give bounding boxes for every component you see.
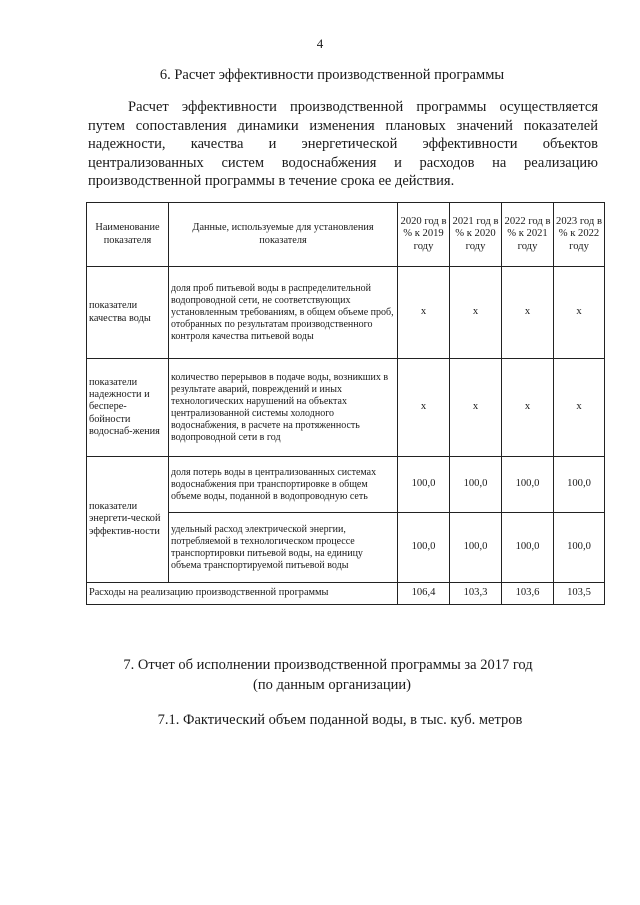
row-description: количество перерывов в подаче воды, возникших в результате аварий, повреждений и иных технологических нарушений на объектах централизованной системы холодного водоснабжения, в расчете на протяженность водопроводной сети в год — [169, 359, 398, 457]
section-7-1-title: 7.1. Фактический объем поданной воды, в тыс. куб. метров — [157, 712, 523, 728]
cell-value: 103,6 — [502, 583, 554, 605]
row-description: доля потерь воды в централизованных системах водоснабжения при транспортировке в общем объеме воды, поданной в водопроводную сеть — [169, 457, 398, 513]
header-year-2022: 2022 год в % к 2021 году — [502, 203, 554, 267]
section-6-title: 6. Расчет эффективности производственной программы — [159, 67, 505, 83]
row-description: доля проб питьевой воды в распределительной водопроводной сети, не соответствующих установленным требованиям, в общем объеме проб, отобранных по результатам производственного контроля качества питьевой воды — [169, 267, 398, 359]
table-row-reliability — [87, 359, 605, 457]
cell-value: 103,3 — [450, 583, 502, 605]
section-7-subtitle: (по данным организации) — [252, 677, 411, 693]
section-7-title: 7. Отчет об исполнении производственной программы за 2017 год — [123, 657, 533, 673]
header-data-used: Данные, используемые для установления показателя — [169, 203, 398, 267]
cell-value: x — [554, 267, 605, 359]
header-year-2021: 2021 год в % к 2020 году — [450, 203, 502, 267]
total-expenses-label: Расходы на реализацию производственной программы — [87, 583, 398, 605]
cell-value: 100,0 — [398, 457, 450, 513]
table-header-row — [87, 203, 605, 267]
header-year-2023: 2023 год в % к 2022 году — [554, 203, 605, 267]
indicator-reliability: показатели надежности и беспере-бойности водоснаб-жения — [87, 359, 169, 457]
header-indicator-name: Наименование показателя — [87, 203, 169, 267]
table-row-water-quality — [87, 267, 605, 359]
cell-value: 106,4 — [398, 583, 450, 605]
cell-value: x — [398, 359, 450, 457]
cell-value: x — [450, 359, 502, 457]
table-row-total-expenses — [87, 583, 605, 605]
section-6-intro-paragraph: Расчет эффективности производственной программы осуществляется путем сопоставления динамики изменения плановых значений показателей надежности, качества и энергетической эффективности объектов централизованных систем водоснабжения и расходов на реализацию производственной программы в течение срока ее действия. — [88, 99, 598, 189]
cell-value: 100,0 — [450, 457, 502, 513]
indicator-water-quality: показатели качества воды — [87, 267, 169, 359]
cell-value: 100,0 — [502, 457, 554, 513]
header-year-2020: 2020 год в % к 2019 году — [398, 203, 450, 267]
row-description: удельный расход электрической энергии, потребляемой в технологическом процессе транспортировки питьевой воды, на единицу объема транспортируемой питьевой воды — [169, 513, 398, 583]
cell-value: x — [502, 267, 554, 359]
cell-value: x — [450, 267, 502, 359]
table-row-energy-losses — [87, 457, 605, 513]
cell-value: 103,5 — [554, 583, 605, 605]
cell-value: 100,0 — [554, 457, 605, 513]
cell-value: 100,0 — [502, 513, 554, 583]
cell-value: x — [554, 359, 605, 457]
cell-value: 100,0 — [554, 513, 605, 583]
cell-value: x — [398, 267, 450, 359]
cell-value: x — [502, 359, 554, 457]
page-number: 4 — [316, 36, 324, 51]
cell-value: 100,0 — [450, 513, 502, 583]
indicator-energy-efficiency: показатели энергети-ческой эффектив-ности — [87, 457, 169, 583]
indicators-table — [86, 202, 605, 605]
cell-value: 100,0 — [398, 513, 450, 583]
